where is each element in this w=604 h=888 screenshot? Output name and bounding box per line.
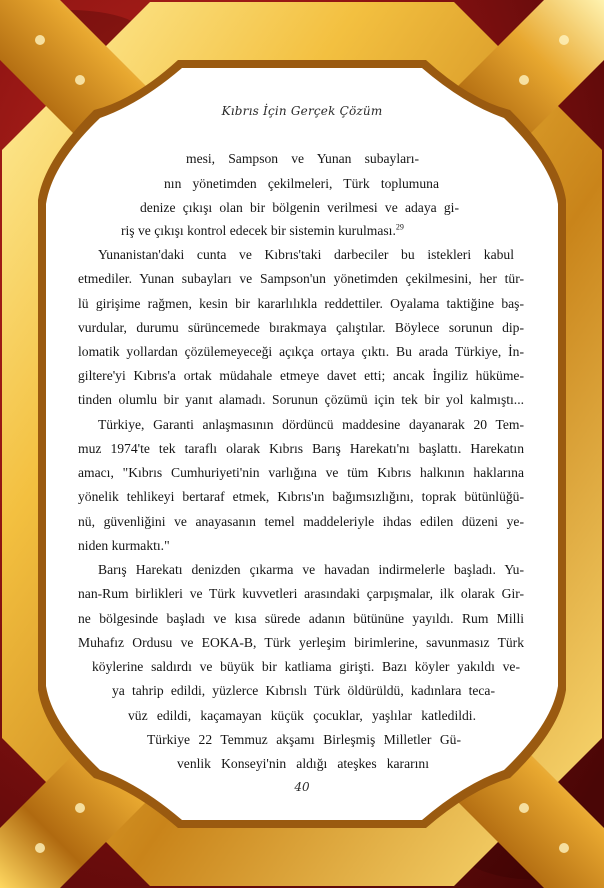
running-header: Kıbrıs İçin Gerçek Çözüm [221,104,383,118]
text-line: lü girişime rağmen, kesin bir kararlılıkla reddettiler. Oyalama taktiğine baş- [78,296,524,311]
text-line [121,224,404,238]
text-line: nü, güvenliğini ve anayasanın temel maddeleriyle ihdas edilen düzeni ye- [78,514,524,529]
text-line: Muhafız Ordusu ve EOKA-B, Türk yerleşim birimlerine, savunmasız Türk [78,635,524,650]
text-line-content: riş ve çıkışı kontrol edecek bir sistemin kurulması. [121,223,396,238]
text-line: etmediler. Yunan subayları ve Sampson'un yönetimden çekilmesini, her tür- [78,271,524,286]
text-line: vüz edildi, kaçamayan küçük çocuklar, yaşlılar katledildi. [128,708,476,723]
text-line: mesi, Sampson ve Yunan subayları- [186,151,419,166]
page-number: 40 [294,780,310,794]
text-line: Yunanistan'daki cunta ve Kıbrıs'taki darbeciler bu istekleri kabul [98,247,514,262]
text-line: denize çıkışı olan bir bölgenin verilmesi ve adaya gi- [140,200,459,215]
text-line: nın yönetimden çekilmeleri, Türk toplumuna [164,176,439,191]
text-line: tinden olumlu bir yanıt alamadı. Sorunun çözümü için tek bir yol kalmıştı... [78,392,524,407]
text-line: amacı, "Kıbrıs Cumhuriyeti'nin varlığına ve tüm Kıbrıs halkının haklarına [78,465,524,480]
text-line: nan-Rum birlikleri ve Türk kuvvetleri arasındaki çarpışmalar, ilk olarak Gir- [78,586,524,601]
text-line: Türkiye, Garanti anlaşmasının dördüncü maddesine dayanarak 20 Tem- [98,417,524,432]
text-line: vurdular, durumu sürüncemede bırakmaya çalıştılar. Böylece sorunun dip- [78,320,524,335]
text-line: ne bölgesinde başladı ve kısa sürede adanın bütününe yayıldı. Rum Milli [78,611,524,626]
text-line: muz 1974'te tek taraflı olarak Kıbrıs Barış Harekatı'nı başlattı. Harekatın [78,441,524,456]
text-line: ya tahrip edildi, yüzlerce Kıbrıslı Türk öldürüldü, kadınlara teca- [112,683,495,698]
footnote-marker: 29 [395,222,404,232]
text-line: köylerine saldırdı ve büyük bir katliama girişti. Bazı köyler yakıldı ve- [92,659,520,674]
text-line: giltere'yi Kıbrıs'a ortak müdahale etmeye davet etti; ancak İngiliz hüküme- [78,368,524,383]
text-line: lomatik yollardan çözülemeyeceği açıkça ortaya çıktı. Bu arada Türkiye, İn- [78,344,524,359]
text-line: Türkiye 22 Temmuz akşamı Birleşmiş Milletler Gü- [147,732,461,747]
text-line: Barış Harekatı denizden çıkarma ve havadan indirmelerle başladı. Yu- [98,562,524,577]
text-line: venlik Konseyi'nin aldığı ateşkes kararını [177,756,429,771]
text-line: yönelik tehlikeyi bertaraf etmek, Kıbrıs'ın bağımsızlığını, toprak bütünlüğü- [78,489,524,504]
text-line: niden kurmaktı." [78,538,170,553]
